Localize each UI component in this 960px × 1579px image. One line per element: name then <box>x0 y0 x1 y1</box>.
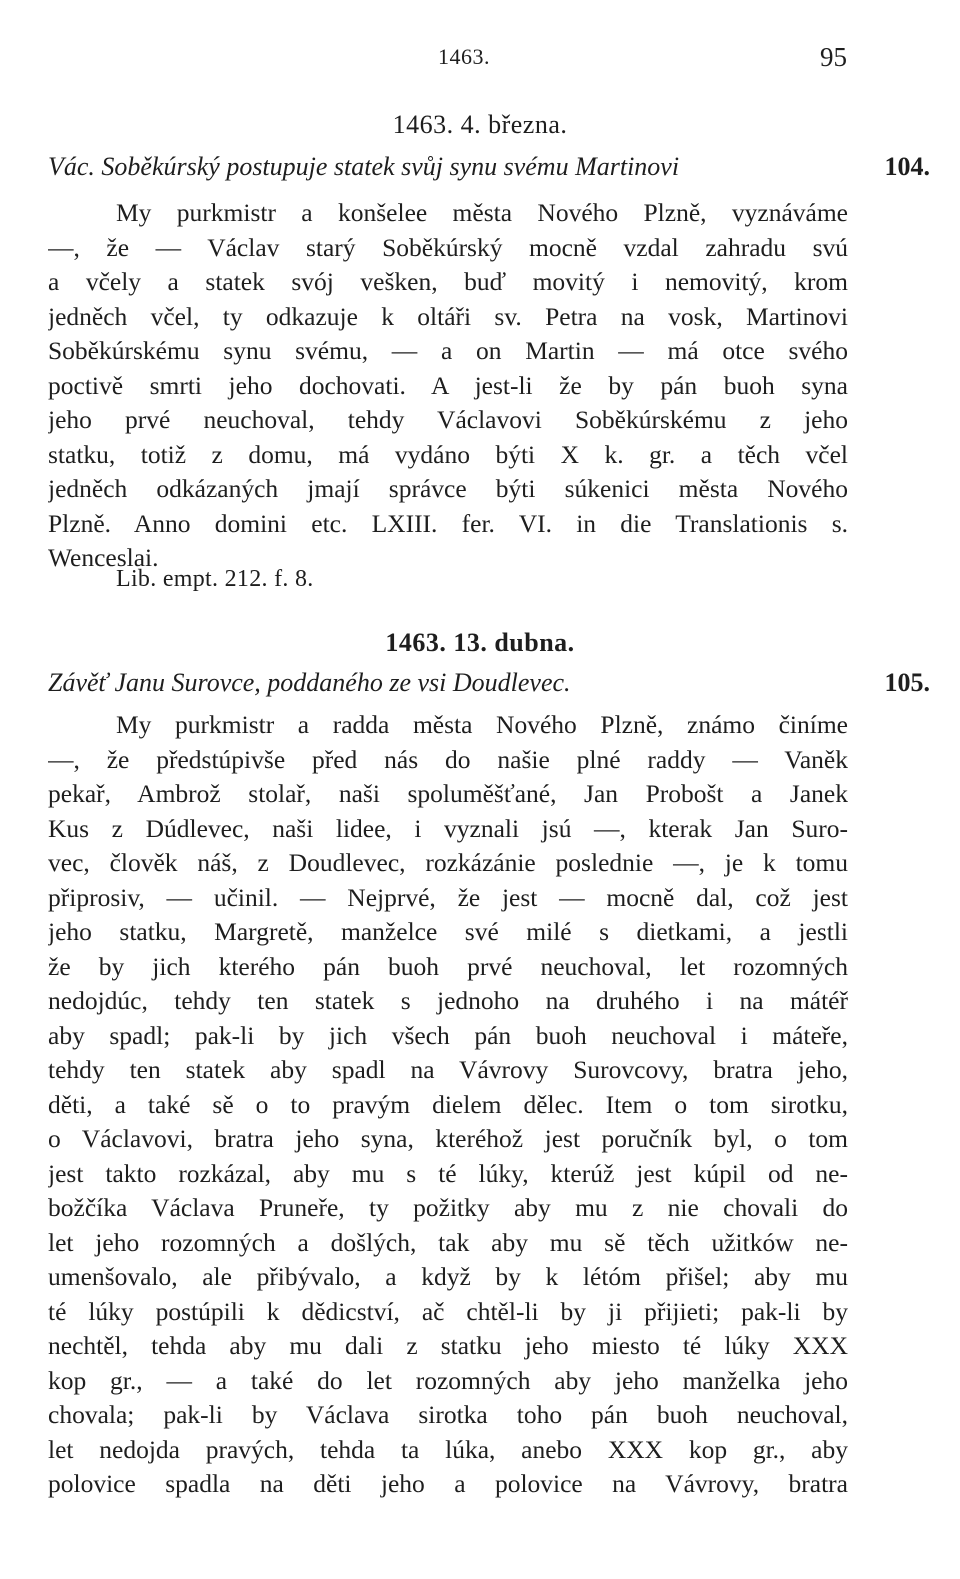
text-line: polovice spadla na děti jeho a polovice na Vávrovy, bratra <box>48 1469 848 1498</box>
text-line: vec, člověk náš, z Doudlevec, rozkázánie poslednie —, je k tomu <box>48 848 848 877</box>
text-line: Kus z Dúdlevec, naši lidee, i vyznali jsú —, kterak Jan Suro- <box>48 813 848 843</box>
entry-date: 1463. 13. dubna. <box>385 628 575 657</box>
text-line: té lúky postúpili k dědicství, ač chtěl-li by ji přijieti; pak-li by <box>48 1296 848 1326</box>
entry-title: Vác. Soběkúrský postupuje statek svůj synu svému Martinovi <box>48 152 680 181</box>
entry-body <box>48 196 848 576</box>
entry-title: Závěť Janu Surovce, poddaného ze vsi Doudlevec. <box>48 668 571 697</box>
text-line: Soběkúrskému synu svému, — a on Martin — má otce svého <box>48 336 848 365</box>
text-line: že by jich kterého pán buoh prvé neuchoval, let rozomných <box>48 951 848 981</box>
text-line: —, že — Václav starý Soběkúrský mocně vzdal zahradu svú <box>48 232 848 262</box>
text-line: jedněch odkázaných jmají správce býti súkenici města Nového <box>48 474 848 503</box>
text-line: umenšovalo, ale přibývalo, a když by k létóm přišel; aby mu <box>48 1262 848 1291</box>
text-line: božčíka Václava Pruneře, ty požitky aby mu z nie chovali do <box>48 1193 848 1222</box>
text-line: Wenceslai. <box>48 543 159 572</box>
text-line: let nedojda pravých, tehda ta lúka, anebo XXX kop gr., aby <box>48 1434 848 1464</box>
running-head <box>0 44 960 74</box>
source-reference: Lib. empt. 212. f. 8. <box>116 566 314 592</box>
entry-body <box>48 708 848 1502</box>
text-line: chovala; pak-li by Václava sirotka toho pán buoh neuchoval, <box>48 1400 848 1429</box>
text-line: děti, a také sě o to pravým dielem dělec. Item o tom sirotku, <box>48 1089 848 1119</box>
text-line: Plzně. Anno domini etc. LXIII. fer. VI. in die Translationis s. <box>48 508 848 538</box>
text-line: My purkmistr a konšelee města Nového Plzně, vyznáváme <box>116 198 848 227</box>
text-line: statku, totiž z domu, má vydáno býti X k. gr. a těch včel <box>48 439 848 469</box>
text-line: aby spadl; pak-li by jich všech pán buoh neuchoval i máteře, <box>48 1020 848 1050</box>
text-line: kop gr., — a také do let rozomných aby jeho manželka jeho <box>48 1365 848 1395</box>
entry-date: 1463. 4. března. <box>392 110 568 139</box>
text-line: jedněch včel, ty odkazuje k oltáři sv. Petra na vosk, Martinovi <box>48 301 848 331</box>
text-line: jest takto rozkázal, aby mu s té lúky, kterúž jest kúpil od ne- <box>48 1158 848 1188</box>
running-head-year: 1463. <box>438 44 490 69</box>
entry-number: 105. <box>884 668 930 697</box>
text-line: a včely a statek svój vešken, buď movitý i nemovitý, krom <box>48 267 848 296</box>
text-line: jeho statku, Margretě, manželce své milé s dietkami, a jestli <box>48 917 848 946</box>
text-line: tehdy ten statek aby spadl na Vávrovy Surovcovy, bratra jeho, <box>48 1055 848 1084</box>
text-line: nechtěl, tehda aby mu dali z statku jeho miesto té lúky XXX <box>48 1331 848 1360</box>
text-line: —, že předstúpivše před nás do našie plné raddy — Vaněk <box>48 744 848 774</box>
page-number: 95 <box>820 42 847 72</box>
text-line: let jeho rozomných a došlých, tak aby mu sě těch užitków ne- <box>48 1227 848 1257</box>
text-line: pekař, Ambrož stolař, naši spoluměšťané, Jan Probošt a Janek <box>48 779 848 808</box>
entry-number: 104. <box>884 152 930 181</box>
text-line: My purkmistr a radda města Nového Plzně, známo činíme <box>116 710 848 739</box>
text-line: poctivě smrti jeho dochovati. A jest-li že by pán buoh syna <box>48 370 848 400</box>
text-line: o Václavovi, bratra jeho syna, kteréhož jest poručník byl, o tom <box>48 1124 848 1153</box>
text-line: připrosiv, — učinil. — Nejprvé, že jest — mocně dal, což jest <box>48 882 848 912</box>
text-line: jeho prvé neuchoval, tehdy Václavovi Soběkúrskému z jeho <box>48 405 848 434</box>
text-line: nedojdúc, tehdy ten statek s jednoho na druhého i na mátéř <box>48 986 848 1015</box>
